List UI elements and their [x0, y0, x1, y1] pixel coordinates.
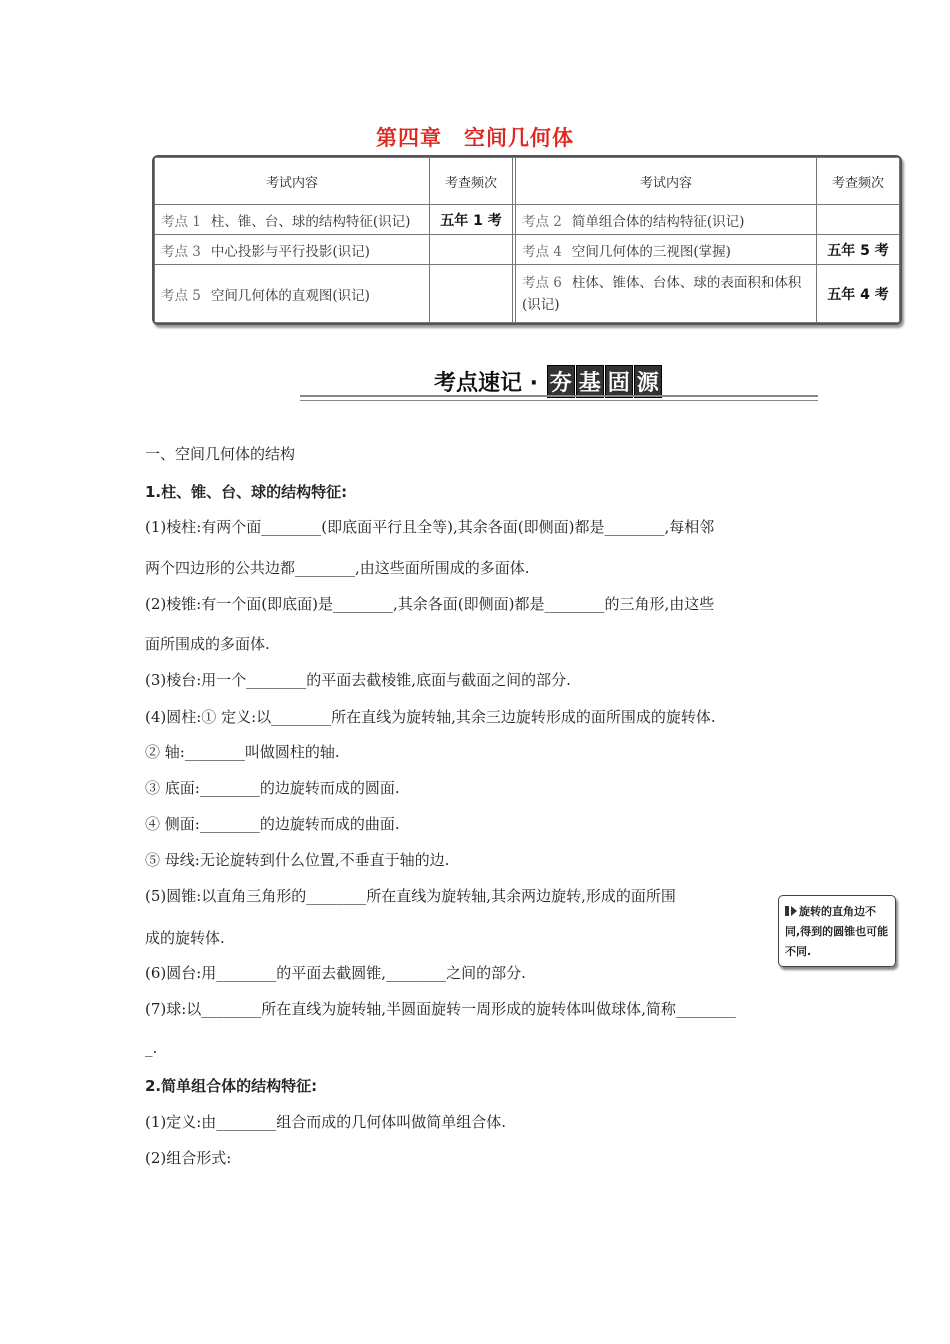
- freq-cell: 五年 1 考: [430, 205, 513, 235]
- text-line: ② 轴:________叫做圆柱的轴.: [145, 743, 340, 761]
- side-note-text: 旋转的直角边不同,得到的圆锥也可能不同.: [785, 905, 889, 958]
- point-label: 考点 6: [522, 274, 562, 291]
- text-line: (5)圆锥:以直角三角形的________所在直线为旋转轴,其余两边旋转,形成的面所围: [145, 887, 676, 905]
- point-text: 中心投影与平行投影(识记): [210, 243, 370, 260]
- section-heading: 一、空间几何体的结构: [145, 445, 296, 463]
- text-line: (6)圆台:用________的平面去截圆锥,________之间的部分.: [145, 964, 526, 982]
- text-line: 两个四边形的公共边都________,由这些面所围成的多面体.: [145, 559, 530, 577]
- section-banner: [300, 363, 818, 405]
- text-line: ③ 底面:________的边旋转而成的圆面.: [145, 779, 400, 797]
- point-text: 空间几何体的直观图(识记): [210, 287, 370, 304]
- table-cell: [516, 235, 817, 265]
- subsection-heading: 2.简单组合体的结构特征:: [145, 1077, 318, 1095]
- header-freq-right: 考查频次: [817, 158, 900, 205]
- freq-cell: [817, 205, 900, 235]
- text-line: 成的旋转体.: [145, 929, 225, 947]
- banner-label: 考点速记 ·: [434, 371, 546, 396]
- freq-cell: 五年 5 考: [817, 235, 900, 265]
- banner-box: 源: [634, 365, 662, 398]
- point-text: 柱体、锥体、台体、球的表面积和体积(识记): [522, 274, 802, 313]
- text-line: ⑤ 母线:无论旋转到什么位置,不垂直于轴的边.: [145, 851, 450, 869]
- table-cell: [516, 205, 817, 235]
- text-line: (4)圆柱:① 定义:以________所在直线为旋转轴,其余三边旋转形成的面所围成的旋转体.: [145, 708, 716, 726]
- point-text: 柱、锥、台、球的结构特征(识记): [210, 213, 411, 230]
- text-line: 面所围成的多面体.: [145, 635, 270, 653]
- table-cell: [155, 235, 430, 265]
- header-content-right: 考试内容: [516, 158, 817, 205]
- table-cell: [516, 265, 817, 323]
- point-text: 空间几何体的三视图(掌握): [571, 243, 731, 260]
- freq-cell: [430, 265, 513, 323]
- text-line: (1)定义:由________组合而成的几何体叫做简单组合体.: [145, 1113, 507, 1131]
- exam-table: [152, 155, 902, 325]
- header-freq-left: 考查频次: [430, 158, 513, 205]
- freq-cell: [430, 235, 513, 265]
- chapter-title: 第四章 空间几何体: [376, 126, 574, 150]
- point-label: 考点 2: [522, 213, 562, 230]
- point-label: 考点 3: [161, 243, 201, 260]
- text-line: (2)棱锥:有一个面(即底面)是________,其余各面(即侧面)都是________的三角形,由这些: [145, 595, 715, 613]
- freq-cell: 五年 4 考: [817, 265, 900, 323]
- text-line: (3)棱台:用一个________的平面去截棱锥,底面与截面之间的部分.: [145, 671, 571, 689]
- table-cell: [155, 205, 430, 235]
- point-text: 简单组合体的结构特征(识记): [571, 213, 745, 230]
- banner-box: 夯: [547, 365, 575, 398]
- text-line: (7)球:以________所在直线为旋转轴,半圆面旋转一周形成的旋转体叫做球体,简称________: [145, 1000, 736, 1018]
- text-line: _.: [145, 1039, 158, 1057]
- header-content-left: 考试内容: [155, 158, 430, 205]
- banner-box: 基: [576, 365, 604, 398]
- banner-rule: [300, 395, 818, 397]
- text-line: (1)棱柱:有两个面________(即底面平行且全等),其余各面(即侧面)都是________,每相邻: [145, 518, 715, 536]
- side-note: [778, 895, 896, 967]
- banner-box: 固: [605, 365, 633, 398]
- subsection-heading: 1.柱、锥、台、球的结构特征:: [145, 483, 348, 501]
- text-line: ④ 侧面:________的边旋转而成的曲面.: [145, 815, 400, 833]
- point-label: 考点 1: [161, 213, 201, 230]
- text-line: (2)组合形式:: [145, 1149, 232, 1167]
- table-cell: [155, 265, 430, 323]
- banner-rule: [300, 400, 818, 401]
- note-marker-icon: [785, 906, 789, 916]
- banner-title: [434, 365, 662, 398]
- note-arrow-icon: [791, 906, 797, 916]
- point-label: 考点 4: [522, 243, 562, 260]
- point-label: 考点 5: [161, 287, 201, 304]
